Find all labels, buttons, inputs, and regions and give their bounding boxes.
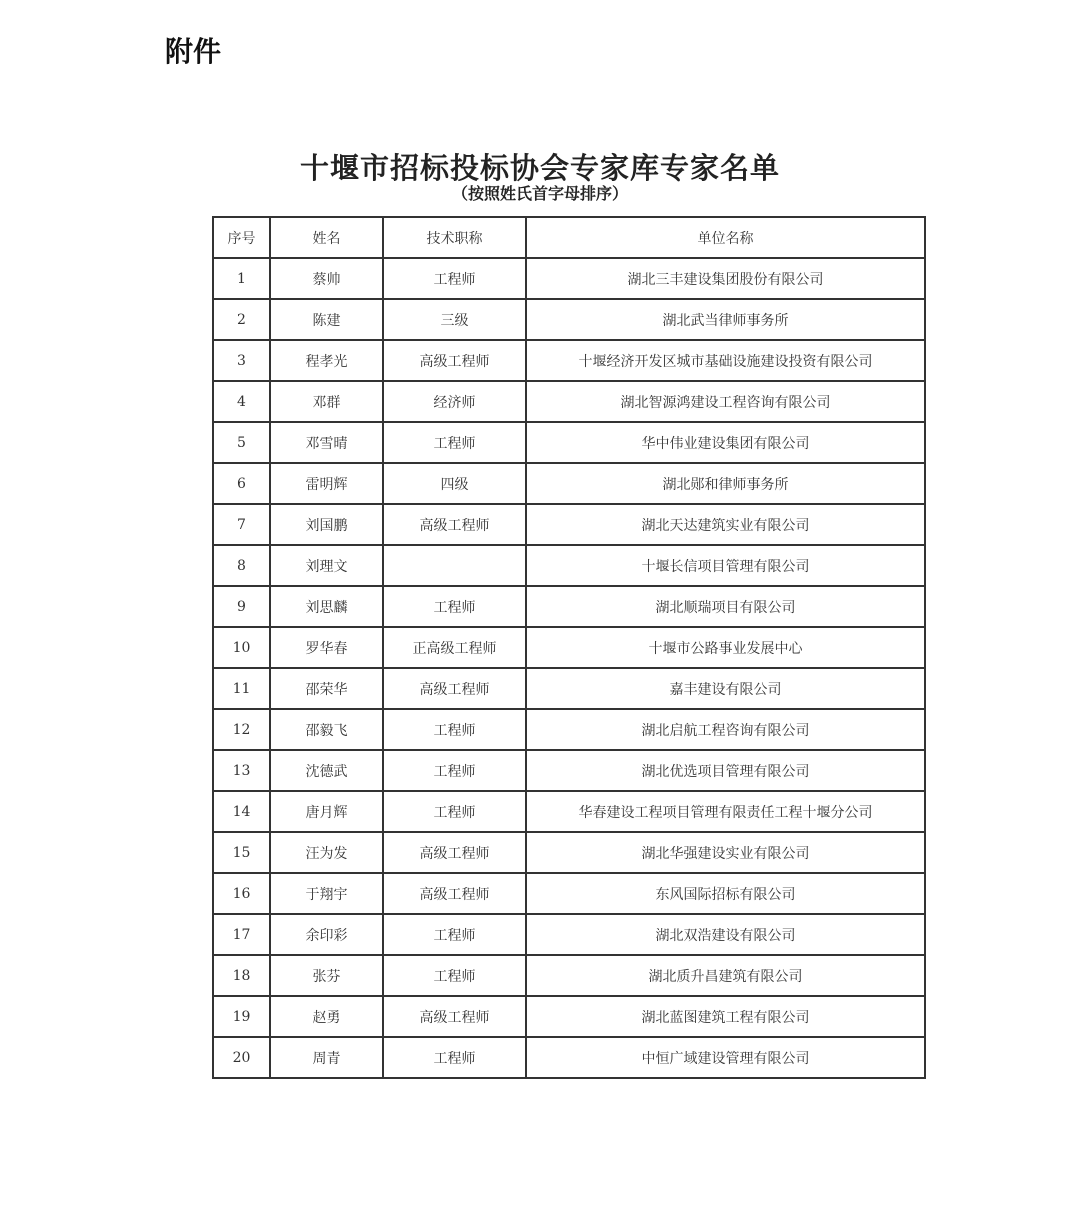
cell-name: 雷明辉	[270, 463, 383, 504]
table-row	[213, 668, 925, 709]
cell-name: 蔡帅	[270, 258, 383, 299]
cell-organization: 湖北天达建筑实业有限公司	[526, 504, 925, 545]
cell-title: 四级	[383, 463, 526, 504]
cell-name: 余印彩	[270, 914, 383, 955]
cell-organization: 十堰市公路事业发展中心	[526, 627, 925, 668]
cell-name: 罗华春	[270, 627, 383, 668]
table-row	[213, 709, 925, 750]
cell-serial: 16	[213, 873, 270, 914]
cell-name: 刘理文	[270, 545, 383, 586]
table-row	[213, 299, 925, 340]
cell-serial: 18	[213, 955, 270, 996]
table-row	[213, 381, 925, 422]
cell-organization: 湖北武当律师事务所	[526, 299, 925, 340]
table-row	[213, 1037, 925, 1078]
cell-name: 周青	[270, 1037, 383, 1078]
cell-title: 高级工程师	[383, 668, 526, 709]
table-body	[213, 258, 925, 1078]
cell-title: 工程师	[383, 258, 526, 299]
cell-organization: 中恒广域建设管理有限公司	[526, 1037, 925, 1078]
header-serial: 序号	[213, 217, 270, 258]
cell-name: 陈建	[270, 299, 383, 340]
document-subtitle: （按照姓氏首字母排序）	[451, 184, 628, 203]
document-title: 十堰市招标投标协会专家库专家名单	[299, 151, 780, 185]
cell-serial: 17	[213, 914, 270, 955]
cell-serial: 9	[213, 586, 270, 627]
cell-title: 工程师	[383, 1037, 526, 1078]
cell-organization: 湖北郧和律师事务所	[526, 463, 925, 504]
cell-serial: 15	[213, 832, 270, 873]
table-row	[213, 504, 925, 545]
cell-organization: 湖北三丰建设集团股份有限公司	[526, 258, 925, 299]
cell-serial: 20	[213, 1037, 270, 1078]
cell-name: 唐月辉	[270, 791, 383, 832]
table-row	[213, 750, 925, 791]
cell-organization: 十堰经济开发区城市基础设施建设投资有限公司	[526, 340, 925, 381]
cell-serial: 11	[213, 668, 270, 709]
cell-organization: 湖北智源鸿建设工程咨询有限公司	[526, 381, 925, 422]
cell-name: 赵勇	[270, 996, 383, 1037]
cell-organization: 湖北顺瑞项目有限公司	[526, 586, 925, 627]
attachment-label: 附件	[165, 35, 222, 68]
cell-name: 汪为发	[270, 832, 383, 873]
cell-serial: 10	[213, 627, 270, 668]
cell-name: 于翔宇	[270, 873, 383, 914]
table-row	[213, 422, 925, 463]
cell-organization: 嘉丰建设有限公司	[526, 668, 925, 709]
expert-roster-table	[212, 216, 926, 1079]
table-row	[213, 627, 925, 668]
cell-serial: 6	[213, 463, 270, 504]
cell-title: 工程师	[383, 422, 526, 463]
cell-title: 工程师	[383, 791, 526, 832]
cell-serial: 19	[213, 996, 270, 1037]
cell-title: 工程师	[383, 586, 526, 627]
cell-serial: 4	[213, 381, 270, 422]
table-row	[213, 832, 925, 873]
cell-serial: 5	[213, 422, 270, 463]
table-row	[213, 340, 925, 381]
table-row	[213, 996, 925, 1037]
table-row	[213, 258, 925, 299]
cell-serial: 12	[213, 709, 270, 750]
cell-title: 工程师	[383, 709, 526, 750]
cell-organization: 华中伟业建设集团有限公司	[526, 422, 925, 463]
table-row	[213, 791, 925, 832]
cell-name: 沈德武	[270, 750, 383, 791]
cell-organization: 湖北优选项目管理有限公司	[526, 750, 925, 791]
cell-title: 经济师	[383, 381, 526, 422]
cell-name: 邵毅飞	[270, 709, 383, 750]
cell-serial: 14	[213, 791, 270, 832]
cell-serial: 2	[213, 299, 270, 340]
cell-name: 邓群	[270, 381, 383, 422]
table-row	[213, 914, 925, 955]
cell-organization: 十堰长信项目管理有限公司	[526, 545, 925, 586]
cell-title: 工程师	[383, 750, 526, 791]
table-row	[213, 545, 925, 586]
header-title: 技术职称	[383, 217, 526, 258]
table-row	[213, 955, 925, 996]
cell-organization: 湖北质升昌建筑有限公司	[526, 955, 925, 996]
cell-name: 程孝光	[270, 340, 383, 381]
cell-organization: 湖北华强建设实业有限公司	[526, 832, 925, 873]
cell-serial: 3	[213, 340, 270, 381]
cell-title: 工程师	[383, 914, 526, 955]
table-row	[213, 586, 925, 627]
table-row	[213, 463, 925, 504]
cell-name: 刘国鹏	[270, 504, 383, 545]
cell-name: 张芬	[270, 955, 383, 996]
cell-title: 工程师	[383, 955, 526, 996]
cell-serial: 8	[213, 545, 270, 586]
cell-title: 高级工程师	[383, 504, 526, 545]
cell-organization: 华春建设工程项目管理有限责任工程十堰分公司	[526, 791, 925, 832]
cell-name: 邓雪晴	[270, 422, 383, 463]
cell-organization: 东风国际招标有限公司	[526, 873, 925, 914]
cell-serial: 7	[213, 504, 270, 545]
cell-title: 三级	[383, 299, 526, 340]
cell-title: 高级工程师	[383, 832, 526, 873]
cell-title: 高级工程师	[383, 996, 526, 1037]
cell-organization: 湖北启航工程咨询有限公司	[526, 709, 925, 750]
cell-serial: 1	[213, 258, 270, 299]
cell-title: 高级工程师	[383, 873, 526, 914]
cell-title: 高级工程师	[383, 340, 526, 381]
header-organization: 单位名称	[526, 217, 925, 258]
cell-organization: 湖北蓝图建筑工程有限公司	[526, 996, 925, 1037]
cell-name: 刘思麟	[270, 586, 383, 627]
cell-serial: 13	[213, 750, 270, 791]
header-name: 姓名	[270, 217, 383, 258]
cell-name: 邵荣华	[270, 668, 383, 709]
cell-title	[383, 545, 526, 586]
cell-organization: 湖北双浩建设有限公司	[526, 914, 925, 955]
table-row	[213, 873, 925, 914]
cell-title: 正高级工程师	[383, 627, 526, 668]
table-header-row	[213, 217, 925, 258]
